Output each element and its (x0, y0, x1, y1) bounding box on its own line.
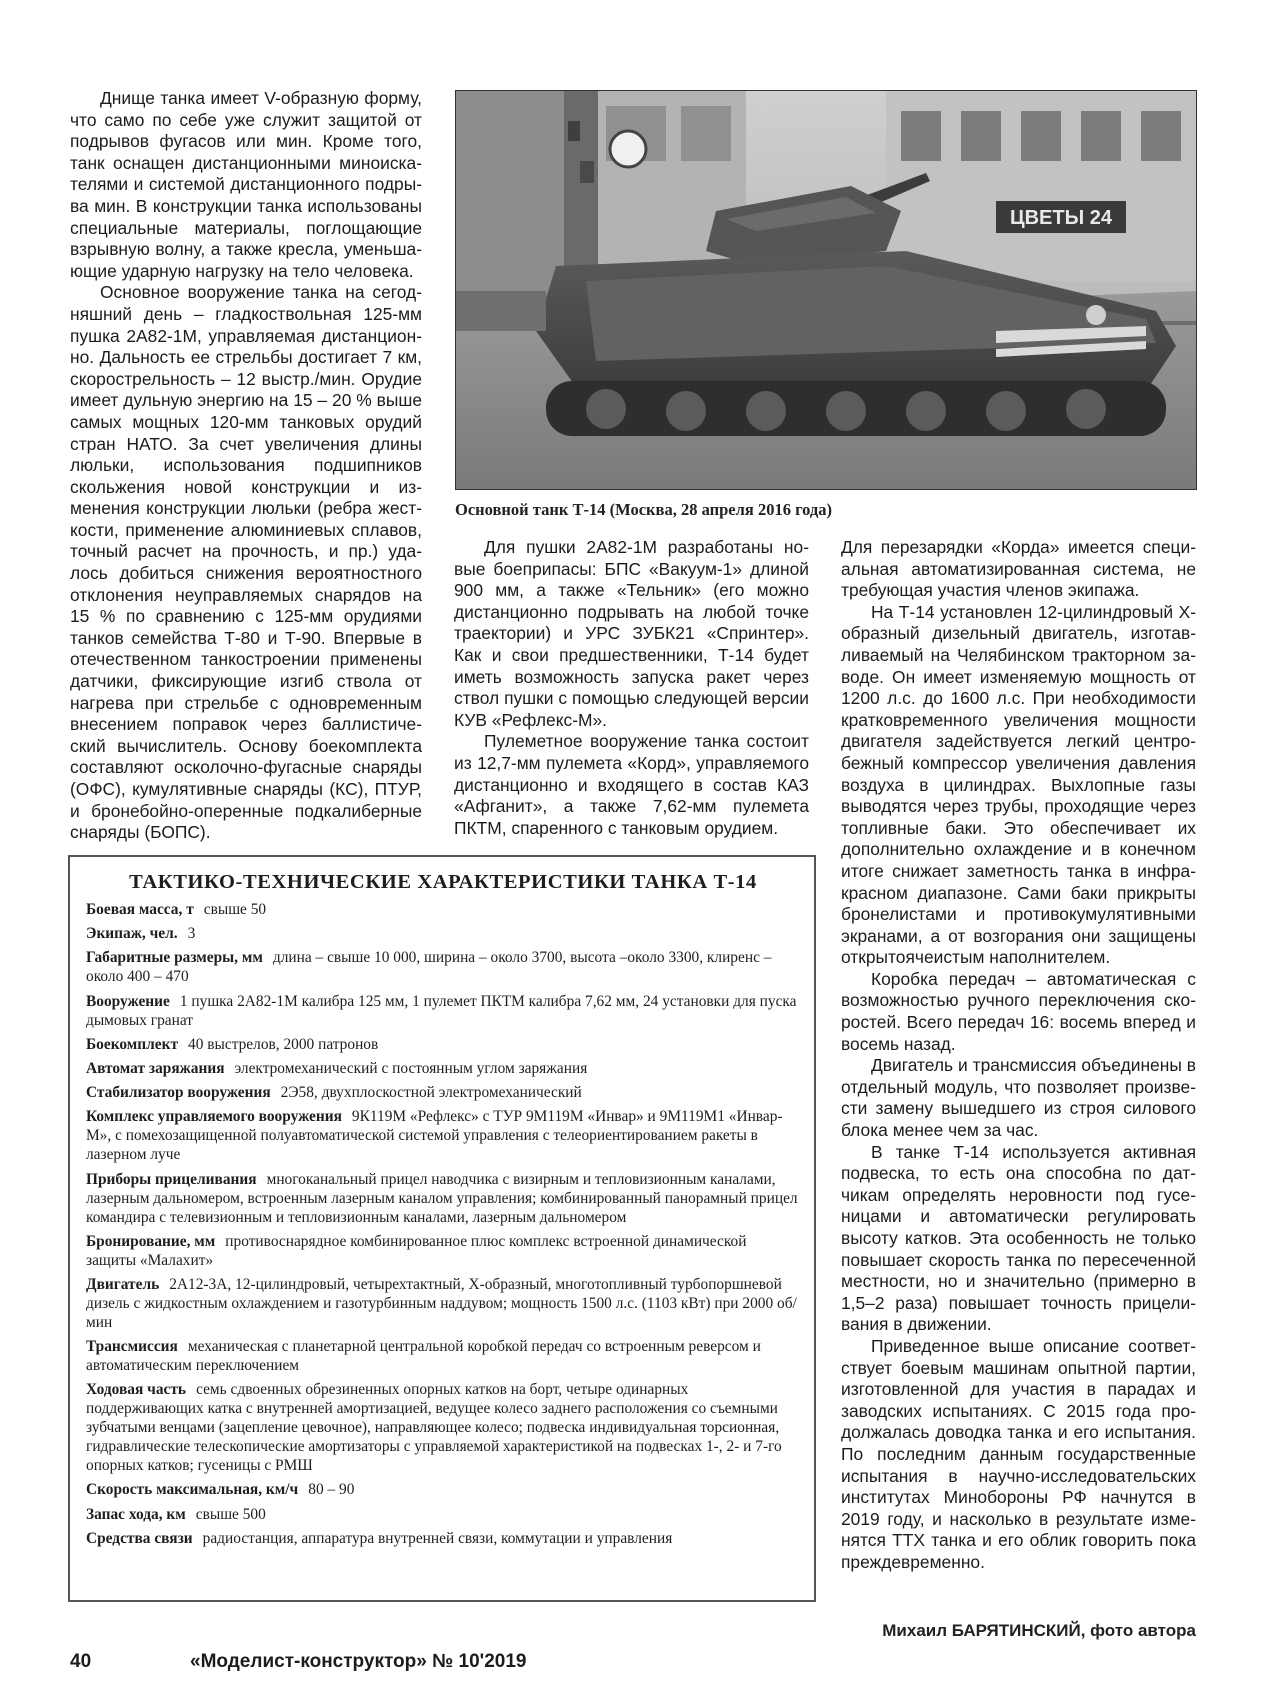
paragraph: Для перезарядки «Корда» имеется специальная автоматизированная система, не требующая участия членов экипажа. (841, 537, 1196, 601)
spec-label: Трансмиссия (86, 1338, 178, 1356)
paragraph: Пулеметное вооружение танка состоит из 12,7-мм пулемета «Корд», управляемого дистанционно и входящего в состав КАЗ «Афганит», а также 7,62-мм пулемета ПКТМ, спаренного с танковым орудием. (454, 731, 809, 838)
paragraph: Приведенное выше описание соответствует боевым машинам опытной партии, изготовленной для участия в парадах и заводских испытаниях. С 2015 года продолжалась доводка танка и его испытания. По последним данным государственные испытания в научно-исследовательских институтах Минобороны РФ начнутся в 2019 году, и насколько в результате изменятся ТТХ танка и его облик говорить пока преждевременно. (841, 1335, 1196, 1572)
spec-row (86, 1505, 800, 1524)
specifications-box (68, 855, 816, 1602)
spec-value: 2А12-3А, 12-цилиндровый, четырехтактный, Х-образный, многотопливный турбопоршневой дизель с жидкостным охлаждением и газотурбинным наддувом; мощность 1500 л.с. (1103 кВт) при 2000 об/мин (86, 1275, 797, 1331)
spec-label: Экипаж, чел. (86, 925, 178, 943)
spec-row (86, 1275, 800, 1332)
spec-row (86, 1170, 800, 1227)
spec-row (86, 1380, 800, 1475)
tank-photo (455, 90, 1197, 490)
spec-value: длина – свыше 10 000, ширина – около 3700, высота –около 3300, клиренс – около 400 – 470 (86, 949, 772, 986)
author-credit: Михаил БАРЯТИНСКИЙ, фото автора (882, 1621, 1196, 1640)
spec-row (86, 1083, 800, 1102)
spec-label: Скорость максимальная, км/ч (86, 1481, 299, 1499)
specifications-title: ТАКТИКО-ТЕХНИЧЕСКИЕ ХАРАКТЕРИСТИКИ ТАНКА Т-14 (129, 871, 757, 893)
paragraph: Коробка передач – автоматическая с возможностью ручного переключения скоростей. Всего передач 16: восемь вперед и восемь назад. (841, 968, 1196, 1054)
spec-label: Вооружение (86, 992, 170, 1010)
spec-row (86, 1337, 800, 1375)
spec-label: Боевая масса, т (86, 901, 194, 918)
paragraph: В танке Т-14 используется активная подвеска, то есть она способна по датчикам определять неровности под гусеницами и автоматически регулировать высоту катков. Эта особенность не только повышает скорость танка по пересеченной местности, но и значительно (примерно в 1,5–2 раза) повышает точность прицеливания в движении. (841, 1141, 1196, 1335)
spec-label: Бронирование, мм (86, 1232, 216, 1250)
photo-caption: Основной танк Т-14 (Москва, 28 апреля 2016 года) (455, 500, 833, 519)
spec-value: 2Э58, двухплоскостной электромеханический (280, 1084, 582, 1102)
spec-value: 9К119М «Рефлекс» с ТУР 9М119М «Инвар» и 9М119М1 «Инвар-М», с помехозащищенной полуавтоматической системой управления с телеориентированием ракеты в лазерном луче (86, 1108, 783, 1164)
spec-row (86, 1529, 800, 1548)
spec-label: Ходовая часть (86, 1381, 187, 1399)
journal-title: «Моделист-конструктор» № 10'2019 (190, 1651, 527, 1672)
spec-row (86, 1035, 800, 1054)
middle-text-column (454, 537, 809, 839)
spec-value: 80 – 90 (308, 1481, 355, 1499)
paragraph: Двигатель и трансмиссия объединены в отдельный модуль, что позволяет произвести замену вышедшего из строя силового блока менее чем за час. (841, 1055, 1196, 1141)
page-number: 40 (70, 1651, 92, 1672)
spec-value: свыше 50 (203, 901, 267, 918)
spec-value: радиостанция, аппаратура внутренней связи, коммутации и управления (202, 1529, 673, 1547)
spec-label: Автомат заряжания (86, 1059, 225, 1077)
paragraph: Для пушки 2А82-1М разработаны новые боеприпасы: БПС «Вакуум-1» длиной 900 мм, а также «Тельник» (его можно дистанционно подрывать на любой точке траектории) и УРС ЗУБК21 «Спринтер». Как и свои предшественники, Т-14 будет иметь возможность запуска ракет через ствол пушки с помощью следующей версии КУВ «Рефлекс-М». (454, 537, 809, 730)
spec-label: Габаритные размеры, мм (86, 949, 263, 967)
spec-row (86, 1232, 800, 1270)
spec-row (86, 992, 800, 1030)
spec-value: механическая с планетарной центральной коробкой передач со встроенным реверсом и автоматическим переключением (86, 1338, 761, 1375)
spec-row (86, 1059, 800, 1078)
spec-value: противоснарядное комбинированное плюс комплекс встроенной динамической защиты «Малахит» (86, 1232, 747, 1269)
spec-label: Двигатель (86, 1275, 160, 1293)
spec-value: семь сдвоенных обрезиненных опорных катков на борт, четыре одинарных поддерживающих катка с внутренней амортизацией, ведущее колесо заднего расположения со съемными зубчатыми венцами (зацепление цевочное), направляющее колесо; подвеска индивидуальная торсионная, гидравлические телескопические амортизаторы с управляемой характеристикой на подвесках 1-, 2- и 7-го опорных катков; гусеницы с РМШ (86, 1381, 782, 1475)
paragraph: На Т-14 установлен 12-цилиндровый Х-образный дизельный двигатель, изготавливаемый на Челябинском тракторном заводе. Он имеет изменяемую мощность от 1200 л.с. до 1600 л.с. При необходимости кратковременного увеличения мощности двигателя задействуется легкий центробежный компрессор увеличения давления воздуха в цилиндрах. Выхлопные газы выводятся через трубы, проходящие через топливные баки. Это обеспечивает их дополнительно охлаждение и в конечном итоге снижает заметность танка в инфракрасном диапазоне. Сами баки прикрыты бронелистами и противокумулятивными экранами, а от возгорания они защищены открытоячеистым наполнителем. (841, 601, 1196, 968)
spec-label: Приборы прицеливания (86, 1170, 257, 1188)
spec-value: 40 выстрелов, 2000 патронов (188, 1035, 379, 1053)
spec-value: электромеханический с постоянным углом заряжания (234, 1059, 588, 1077)
spec-label: Средства связи (86, 1529, 193, 1547)
paragraph: Основное вооружение танка на сегодняшний день – гладкоствольная 125-мм пушка 2А82-1М, управляемая дистанционно. Дальность ее стрельбы достигает 7 км, скорострельность – 12 выстр./мин. Орудие имеет дульную энергию на 15 – 20 % выше самых мощных 120-мм танковых орудий стран НАТО. За счет увеличения длины люльки, использования подшипников скольжения новой конструкции и изменения конструкции люльки (ребра жесткости, применение алюминиевых сплавов, точный расчет на прочность, и пр.) удалось добиться снижения вероятностного отклонения неуправляемых снарядов на 15 % по сравнению с 125-мм орудиями танков семейства Т-80 и Т-90. Впервые в отечественном танкостроении применены датчики, фиксирующие изгиб ствола от нагрева при стрельбе с одновременным внесением поправок через баллистический вычислитель. Основу боекомплекта составляют осколочно-фугасные снаряды (ОФС), кумулятивные снаряды (КС), ПТУР, и бронебойно-оперенные подкалиберные снаряды (БОПС). (70, 282, 422, 843)
spec-value: многоканальный прицел наводчика с визирным и тепловизионным каналами, лазерным дальномером, встроенным лазерным каналом управления; комбинированный панорамный прицел командира с телевизионным и тепловизионным каналами, лазерным дальномером (86, 1170, 798, 1226)
spec-value: 1 пушка 2А82-1М калибра 125 мм, 1 пулемет ПКТМ калибра 7,62 мм, 24 установки для пуска дымовых гранат (86, 992, 797, 1029)
spec-value: свыше 500 (195, 1505, 266, 1523)
spec-row (86, 900, 800, 919)
left-text-column (70, 88, 422, 844)
spec-row (86, 1480, 800, 1499)
spec-label: Стабилизатор вооружения (86, 1084, 271, 1102)
spec-row (86, 948, 800, 986)
spec-value: 3 (187, 925, 196, 943)
shop-sign-text: ЦВЕТЫ 24 (1010, 207, 1112, 229)
spec-label: Запас хода, км (86, 1505, 186, 1523)
spec-label: Боекомплект (86, 1035, 179, 1053)
spec-label: Комплекс управляемого вооружения (86, 1108, 342, 1126)
spec-row (86, 924, 800, 943)
paragraph: Днище танка имеет V-образную форму, что само по себе уже служит защитой от подрывов фугасов или мин. Кроме того, танк оснащен дистанционными миноискателями и системой дистанционного подрыва мин. В конструкции танка использованы специальные материалы, поглощающие взрывную волну, а также кресла, уменьшающие ударную нагрузку на тело человека. (70, 88, 422, 281)
right-text-column (841, 537, 1196, 1574)
spec-row (86, 1107, 800, 1164)
